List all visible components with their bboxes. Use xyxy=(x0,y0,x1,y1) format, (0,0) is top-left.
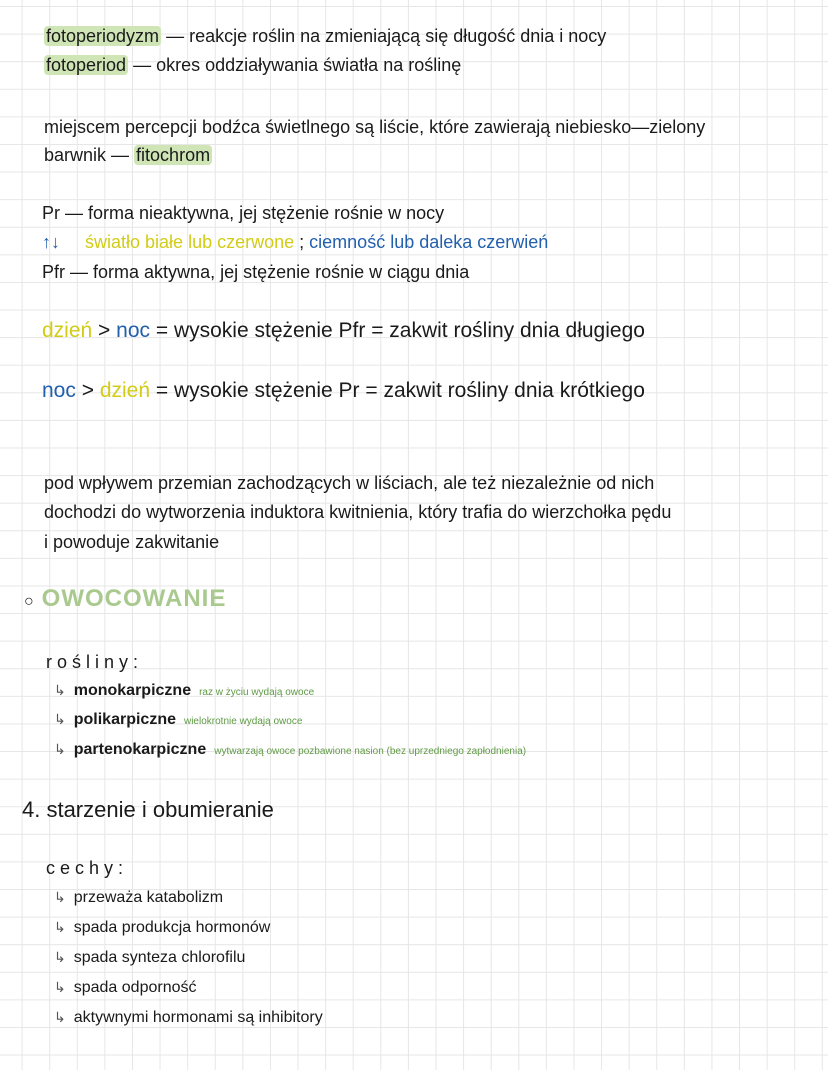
note: wielokrotnie wydają owoce xyxy=(183,716,303,727)
text: ciemność lub daleka czerwień xyxy=(309,232,549,252)
text-line: miejscem percepcji bodźca świetlnego są liście, które zawierają niebiesko—zielony xyxy=(44,117,706,137)
text: barwnik — xyxy=(44,145,130,165)
title: OWOCOWANIE xyxy=(41,585,227,612)
label: rośliny: xyxy=(46,652,144,672)
label: Pr xyxy=(42,203,60,223)
section-heading xyxy=(24,585,226,613)
list-item xyxy=(54,919,270,937)
arrow-icon: ↳ xyxy=(54,979,66,995)
label: Pfr xyxy=(42,262,66,282)
term: monokarpiczne xyxy=(73,682,192,699)
arrow-icon: ↳ xyxy=(54,1009,66,1025)
pr-line xyxy=(42,203,444,224)
list-item xyxy=(54,889,223,907)
text: ; xyxy=(299,232,305,252)
arrow-icon: ↳ xyxy=(54,889,66,905)
text: — forma nieaktywna, jej stężenie rośnie w nocy xyxy=(65,203,445,223)
text: — reakcje roślin na zmieniającą się długość dnia i nocy xyxy=(166,26,607,46)
text: > xyxy=(81,379,94,402)
text-line xyxy=(44,145,212,166)
text: dzień xyxy=(99,379,151,402)
arrow-icon: ↳ xyxy=(54,711,66,727)
list-item xyxy=(54,682,314,700)
text-line: i powoduje zakwitanie xyxy=(44,532,220,552)
list-item xyxy=(54,741,526,759)
text: — okres oddziaływania światła na roślinę xyxy=(133,55,462,75)
term: fotoperiod xyxy=(46,55,127,75)
bullet-icon: ○ xyxy=(24,593,34,610)
arrow-icon: ↳ xyxy=(54,741,66,757)
text: > xyxy=(98,319,111,342)
term: fitochrom xyxy=(136,145,211,165)
text: światło białe lub czerwone xyxy=(85,232,295,252)
note: raz w życiu wydają owoce xyxy=(199,687,315,698)
text: = wysokie stężenie Pfr = zakwit rośliny dnia długiego xyxy=(155,319,645,342)
list-item xyxy=(54,949,245,967)
text: noc xyxy=(116,319,151,342)
arrow-icon: ↳ xyxy=(54,919,66,935)
term: polikarpiczne xyxy=(73,711,176,728)
text: spada odporność xyxy=(73,979,197,996)
definition-line xyxy=(44,55,461,76)
text: aktywnymi hormonami są inhibitory xyxy=(73,1009,323,1026)
text: spada synteza chlorofilu xyxy=(73,949,246,966)
arrow-icon: ↳ xyxy=(54,682,66,698)
text: — forma aktywna, jej stężenie rośnie w ciągu dnia xyxy=(70,262,470,282)
text: noc xyxy=(42,379,76,402)
label: cechy: xyxy=(46,858,129,878)
text: przeważa katabolizm xyxy=(73,889,224,906)
section-heading: 4. starzenie i obumieranie xyxy=(22,797,274,822)
list-item xyxy=(54,979,197,997)
rule-line xyxy=(42,379,645,403)
list-item xyxy=(54,1009,323,1027)
text: spada produkcja hormonów xyxy=(73,919,271,936)
text-line: pod wpływem przemian zachodzących w liściach, ale też niezależnie od nich xyxy=(44,473,655,493)
term: partenokarpiczne xyxy=(73,741,207,758)
light-line xyxy=(42,232,548,253)
note: wytwarzają owoce pozbawione nasion (bez uprzedniego zapłodnienia) xyxy=(214,746,527,757)
list-item xyxy=(54,711,302,729)
rule-line xyxy=(42,319,645,343)
arrows-icon: ↑↓ xyxy=(42,232,60,252)
text: dzień xyxy=(42,319,93,342)
term: fotoperiodyzm xyxy=(46,26,160,46)
text-line: dochodzi do wytworzenia induktora kwitnienia, który trafia do wierzchołka pędu xyxy=(44,502,672,522)
pfr-line xyxy=(42,262,469,283)
definition-line xyxy=(44,26,606,47)
text: = wysokie stężenie Pr = zakwit rośliny dnia krótkiego xyxy=(155,379,645,402)
arrow-icon: ↳ xyxy=(54,949,66,965)
